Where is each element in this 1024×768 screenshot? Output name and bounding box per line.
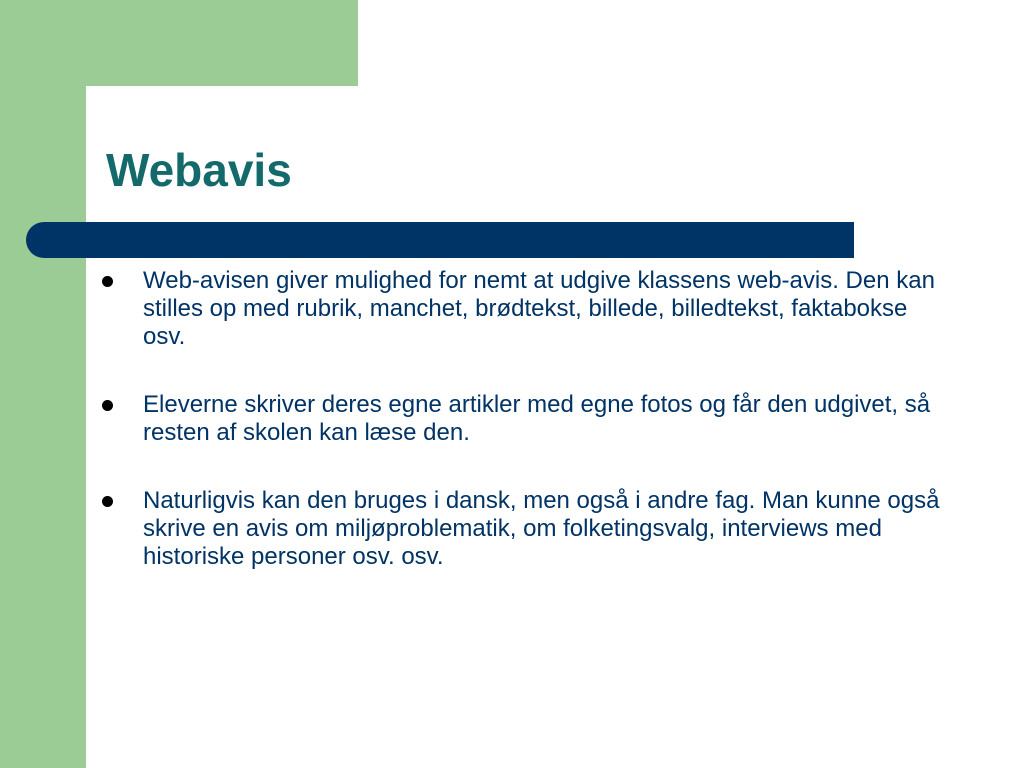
slide-title: Webavis	[106, 144, 292, 196]
top-green-corner	[86, 0, 358, 86]
bullet-item	[102, 391, 942, 447]
bullet-text: Naturligvis kan den bruges i dansk, men også i andre fag. Man kunne også skrive en avis om miljøproblematik, om folketingsvalg, interviews med historiske personer osv. osv.	[143, 487, 940, 570]
bullet-text: Eleverne skriver deres egne artikler med egne fotos og får den udgivet, så resten af skolen kan læse den.	[143, 391, 931, 446]
bullet-list	[102, 267, 942, 611]
bullet-text: Web-avisen giver mulighed for nemt at udgive klassens web-avis. Den kan stilles op med rubrik, manchet, brødtekst, billede, billedtekst, faktabokse osv.	[143, 267, 935, 350]
bullet-dot-icon	[102, 400, 113, 411]
bullet-item	[102, 487, 942, 571]
left-green-strip	[0, 0, 86, 768]
title-divider-bar	[26, 222, 854, 258]
bullet-dot-icon	[102, 276, 113, 287]
bullet-item	[102, 267, 942, 351]
bullet-dot-icon	[102, 496, 113, 507]
